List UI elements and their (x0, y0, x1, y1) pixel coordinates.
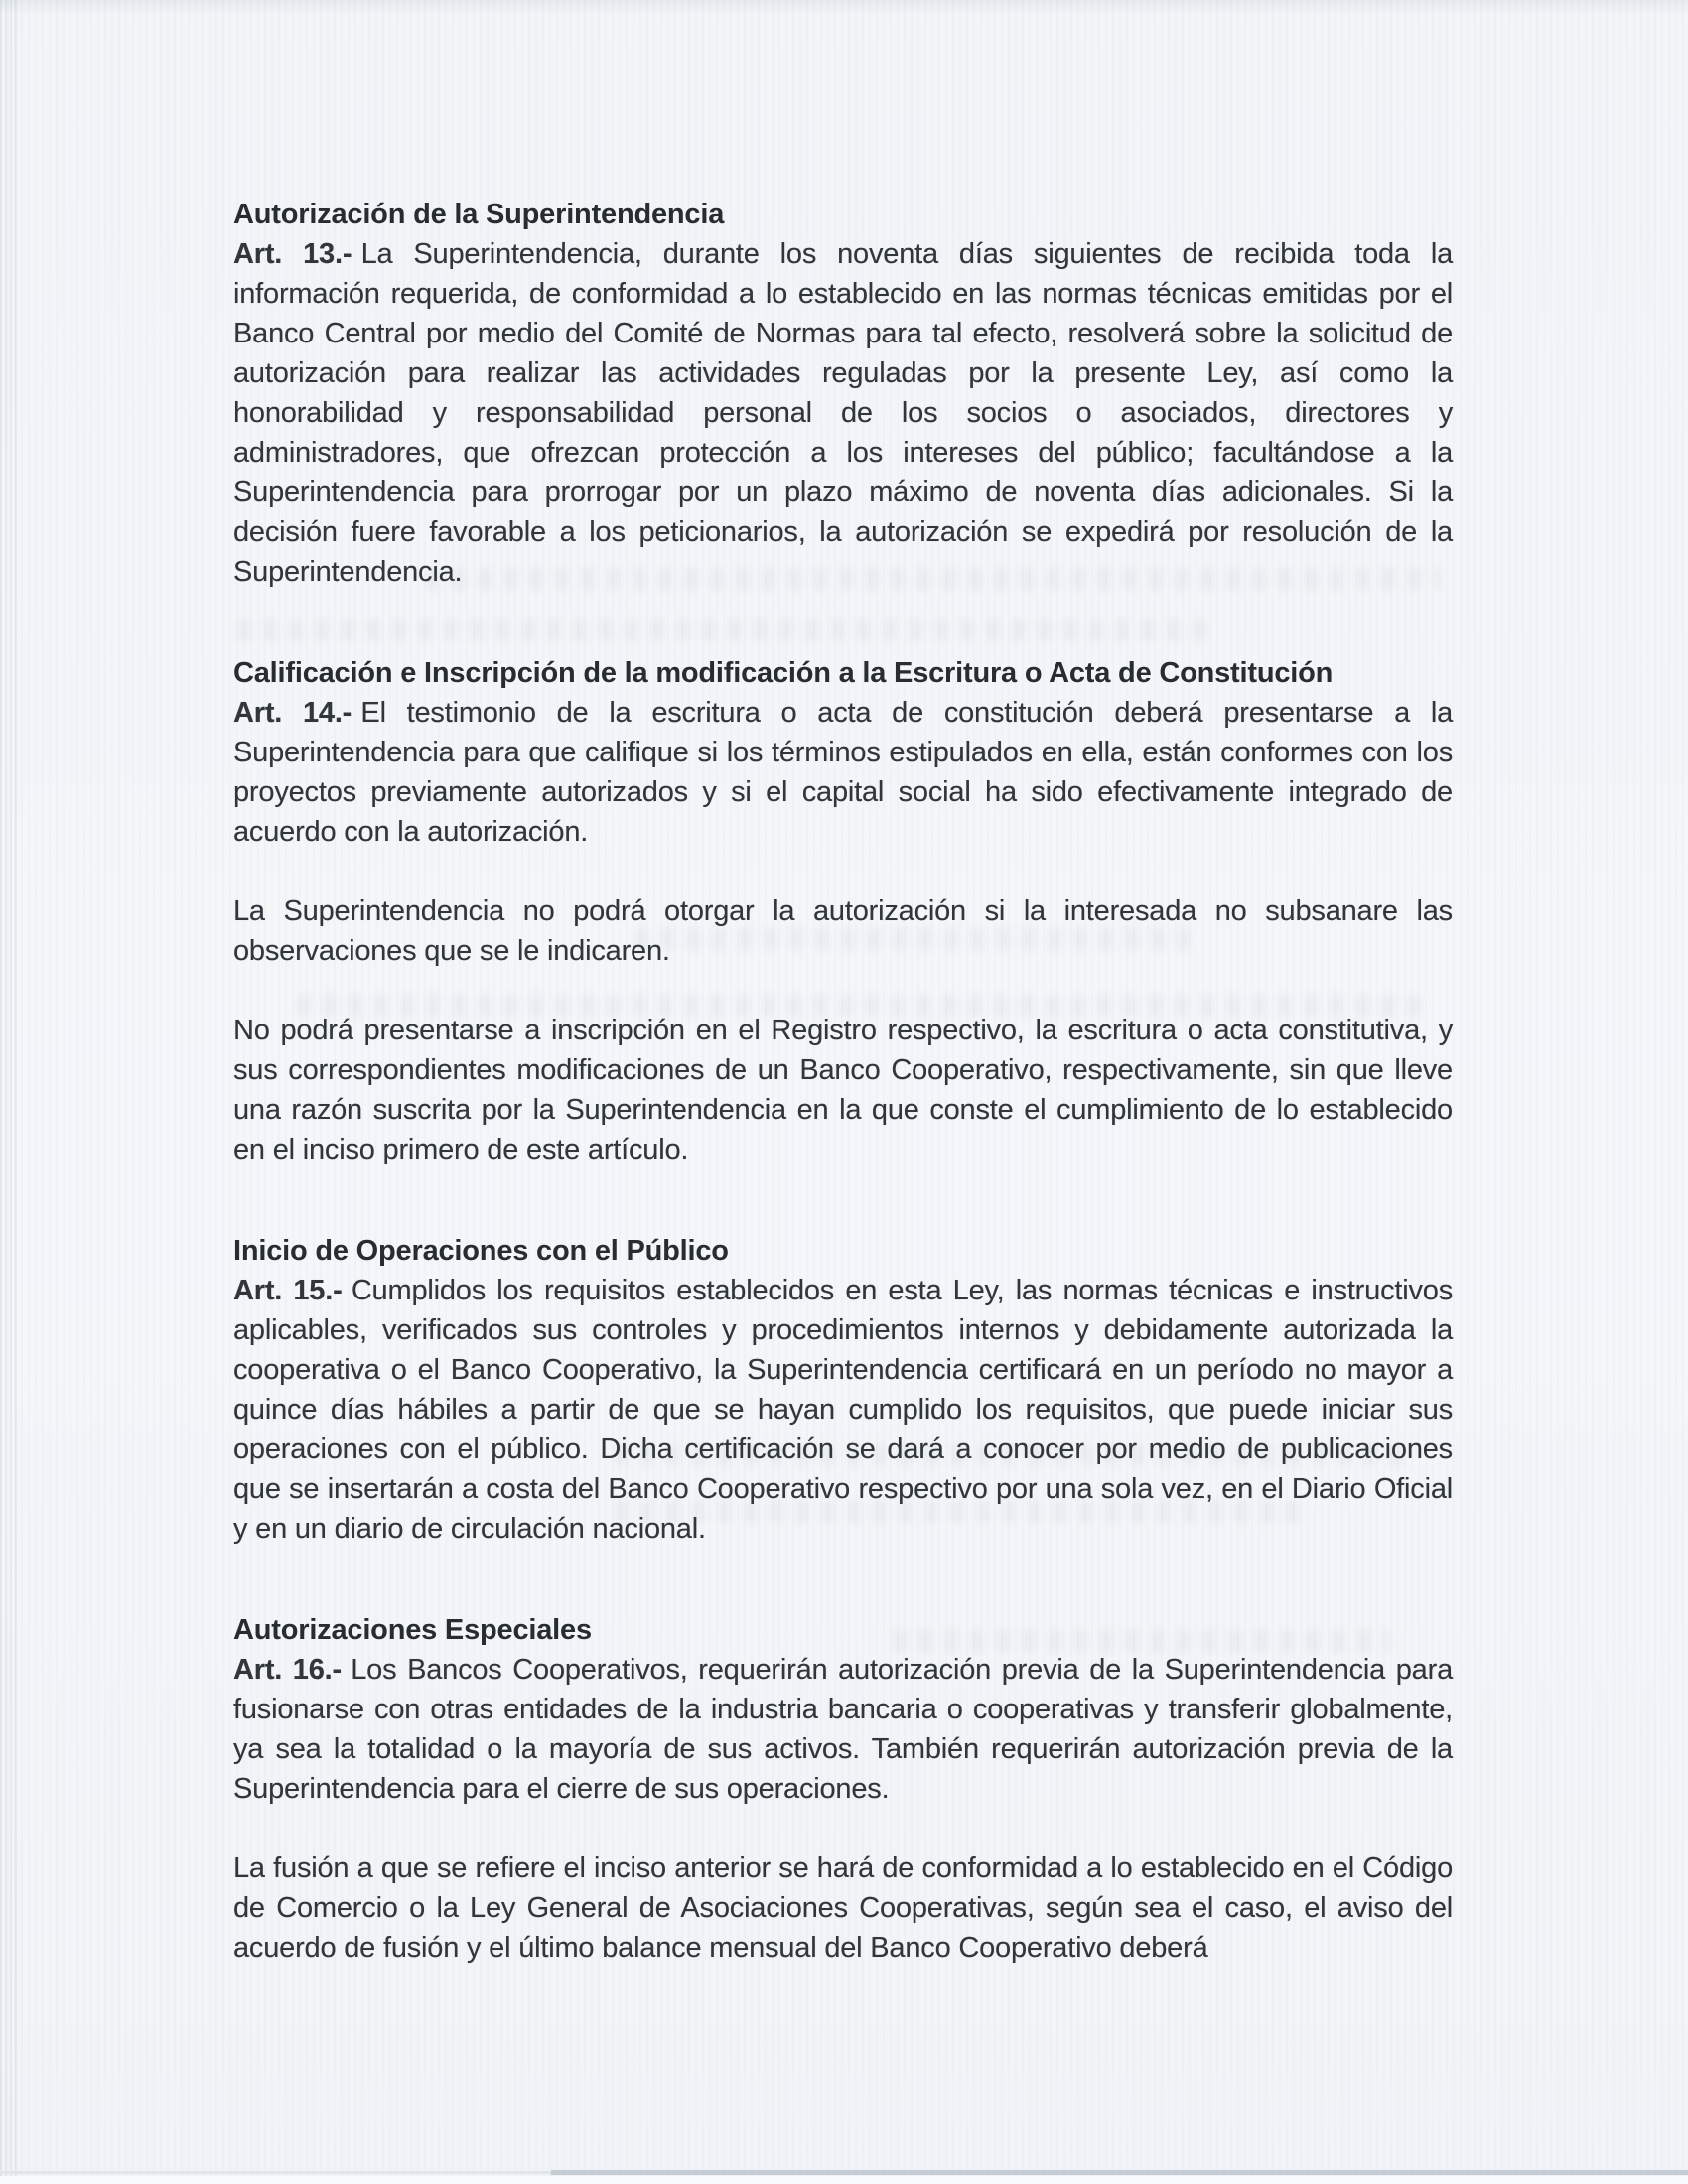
scan-left-edge-artifact (0, 0, 18, 2184)
paragraph-art-14-inciso-3 (233, 1011, 1453, 1169)
paragraph-art-14 (233, 693, 1453, 852)
article-number-label: Art. 15.- (233, 1275, 343, 1306)
paragraph-text: La Superintendencia no podrá otorgar la autorización si la interesada no subsanare las observaciones que se le indicaren. (233, 895, 1453, 967)
paragraph-art-14-inciso-2 (233, 891, 1453, 971)
scan-bottom-line-light (0, 2171, 556, 2174)
section-heading-calificacion-inscripcion: Calificación e Inscripción de la modificación a la Escritura o Acta de Constitución (233, 657, 1334, 689)
document-text-block (233, 195, 1453, 1968)
paragraph-art-13 (233, 234, 1453, 592)
section-heading-autorizacion-superintendencia: Autorización de la Superintendencia (233, 199, 725, 230)
scan-bottom-white-band (0, 2176, 1688, 2184)
paragraph-text: No podrá presentarse a inscripción en el Registro respectivo, la escritura o acta constitutiva, y sus correspondientes modificaciones de un Banco Cooperativo, respectivamente, sin que lleve una razón suscrita por la Superintendencia en la que conste el cumplimiento de lo establecido en el inciso primero de este artículo. (233, 1015, 1453, 1165)
section-heading-inicio-operaciones: Inicio de Operaciones con el Público (233, 1235, 729, 1267)
paragraph-text: La fusión a que se refiere el inciso anterior se hará de conformidad a lo establecido en el Código de Comercio o la Ley General de Asociaciones Cooperativas, según sea el caso, el aviso del acuerdo de fusión y el último balance mensual del Banco Cooperativo deberá (233, 1852, 1453, 1964)
paragraph-art-16-inciso-2 (233, 1848, 1453, 1968)
article-number-label: Art. 14.- (233, 697, 352, 729)
paragraph-art-15 (233, 1271, 1453, 1549)
paragraph-text: La Superintendencia, durante los noventa días siguientes de recibida toda la información requerida, de conformidad a lo establecido en las normas técnicas emitidas por el Banco Central por medio del Comité de Normas para tal efecto, resolverá sobre la solicitud de autorización para realizar las actividades reguladas por la presente Ley, así como la honorabilidad y responsabilidad personal de los socios o asociados, directores y administradores, que ofrezcan protección a los intereses del público; facultándose a la Superintendencia para prorrogar por un plazo máximo de noventa días adicionales. Si la decisión fuere favorable a los peticionarios, la autorización se expedirá por resolución de la Superintendencia. (233, 238, 1454, 588)
article-number-label: Art. 13.- (233, 238, 352, 270)
article-number-label: Art. 16.- (233, 1654, 342, 1686)
section-heading-autorizaciones-especiales: Autorizaciones Especiales (233, 1614, 592, 1646)
paragraph-art-16 (233, 1650, 1453, 1809)
paragraph-text: Cumplidos los requisitos establecidos en esta Ley, las normas técnicas e instructivos aplicables, verificados sus controles y procedimientos internos y debidamente autorizada la cooperativa o el Banco Cooperativo, la Superintendencia certificará en un período no mayor a quince días hábiles a partir de que se hayan cumplido los requisitos, que puede iniciar sus operaciones con el público. Dicha certificación se dará a conocer por medio de publicaciones que se insertarán a costa del Banco Cooperativo respectivo por una sola vez, en el Diario Oficial y en un diario de circulación nacional. (233, 1275, 1453, 1545)
paragraph-text: El testimonio de la escritura o acta de constitución deberá presentarse a la Superintendencia para que califique si los términos estipulados en ella, están conformes con los proyectos previamente autorizados y si el capital social ha sido efectivamente integrado de acuerdo con la autorización. (233, 697, 1454, 848)
scan-top-edge-artifact (0, 0, 1688, 14)
paragraph-text: Los Bancos Cooperativos, requerirán autorización previa de la Superintendencia para fusionarse con otras entidades de la industria bancaria o cooperativas y transferir globalmente, ya sea la totalidad o la mayoría de sus activos. También requerirán autorización previa de la Superintendencia para el cierre de sus operaciones. (233, 1654, 1453, 1805)
scan-bottom-line (551, 2170, 1688, 2175)
